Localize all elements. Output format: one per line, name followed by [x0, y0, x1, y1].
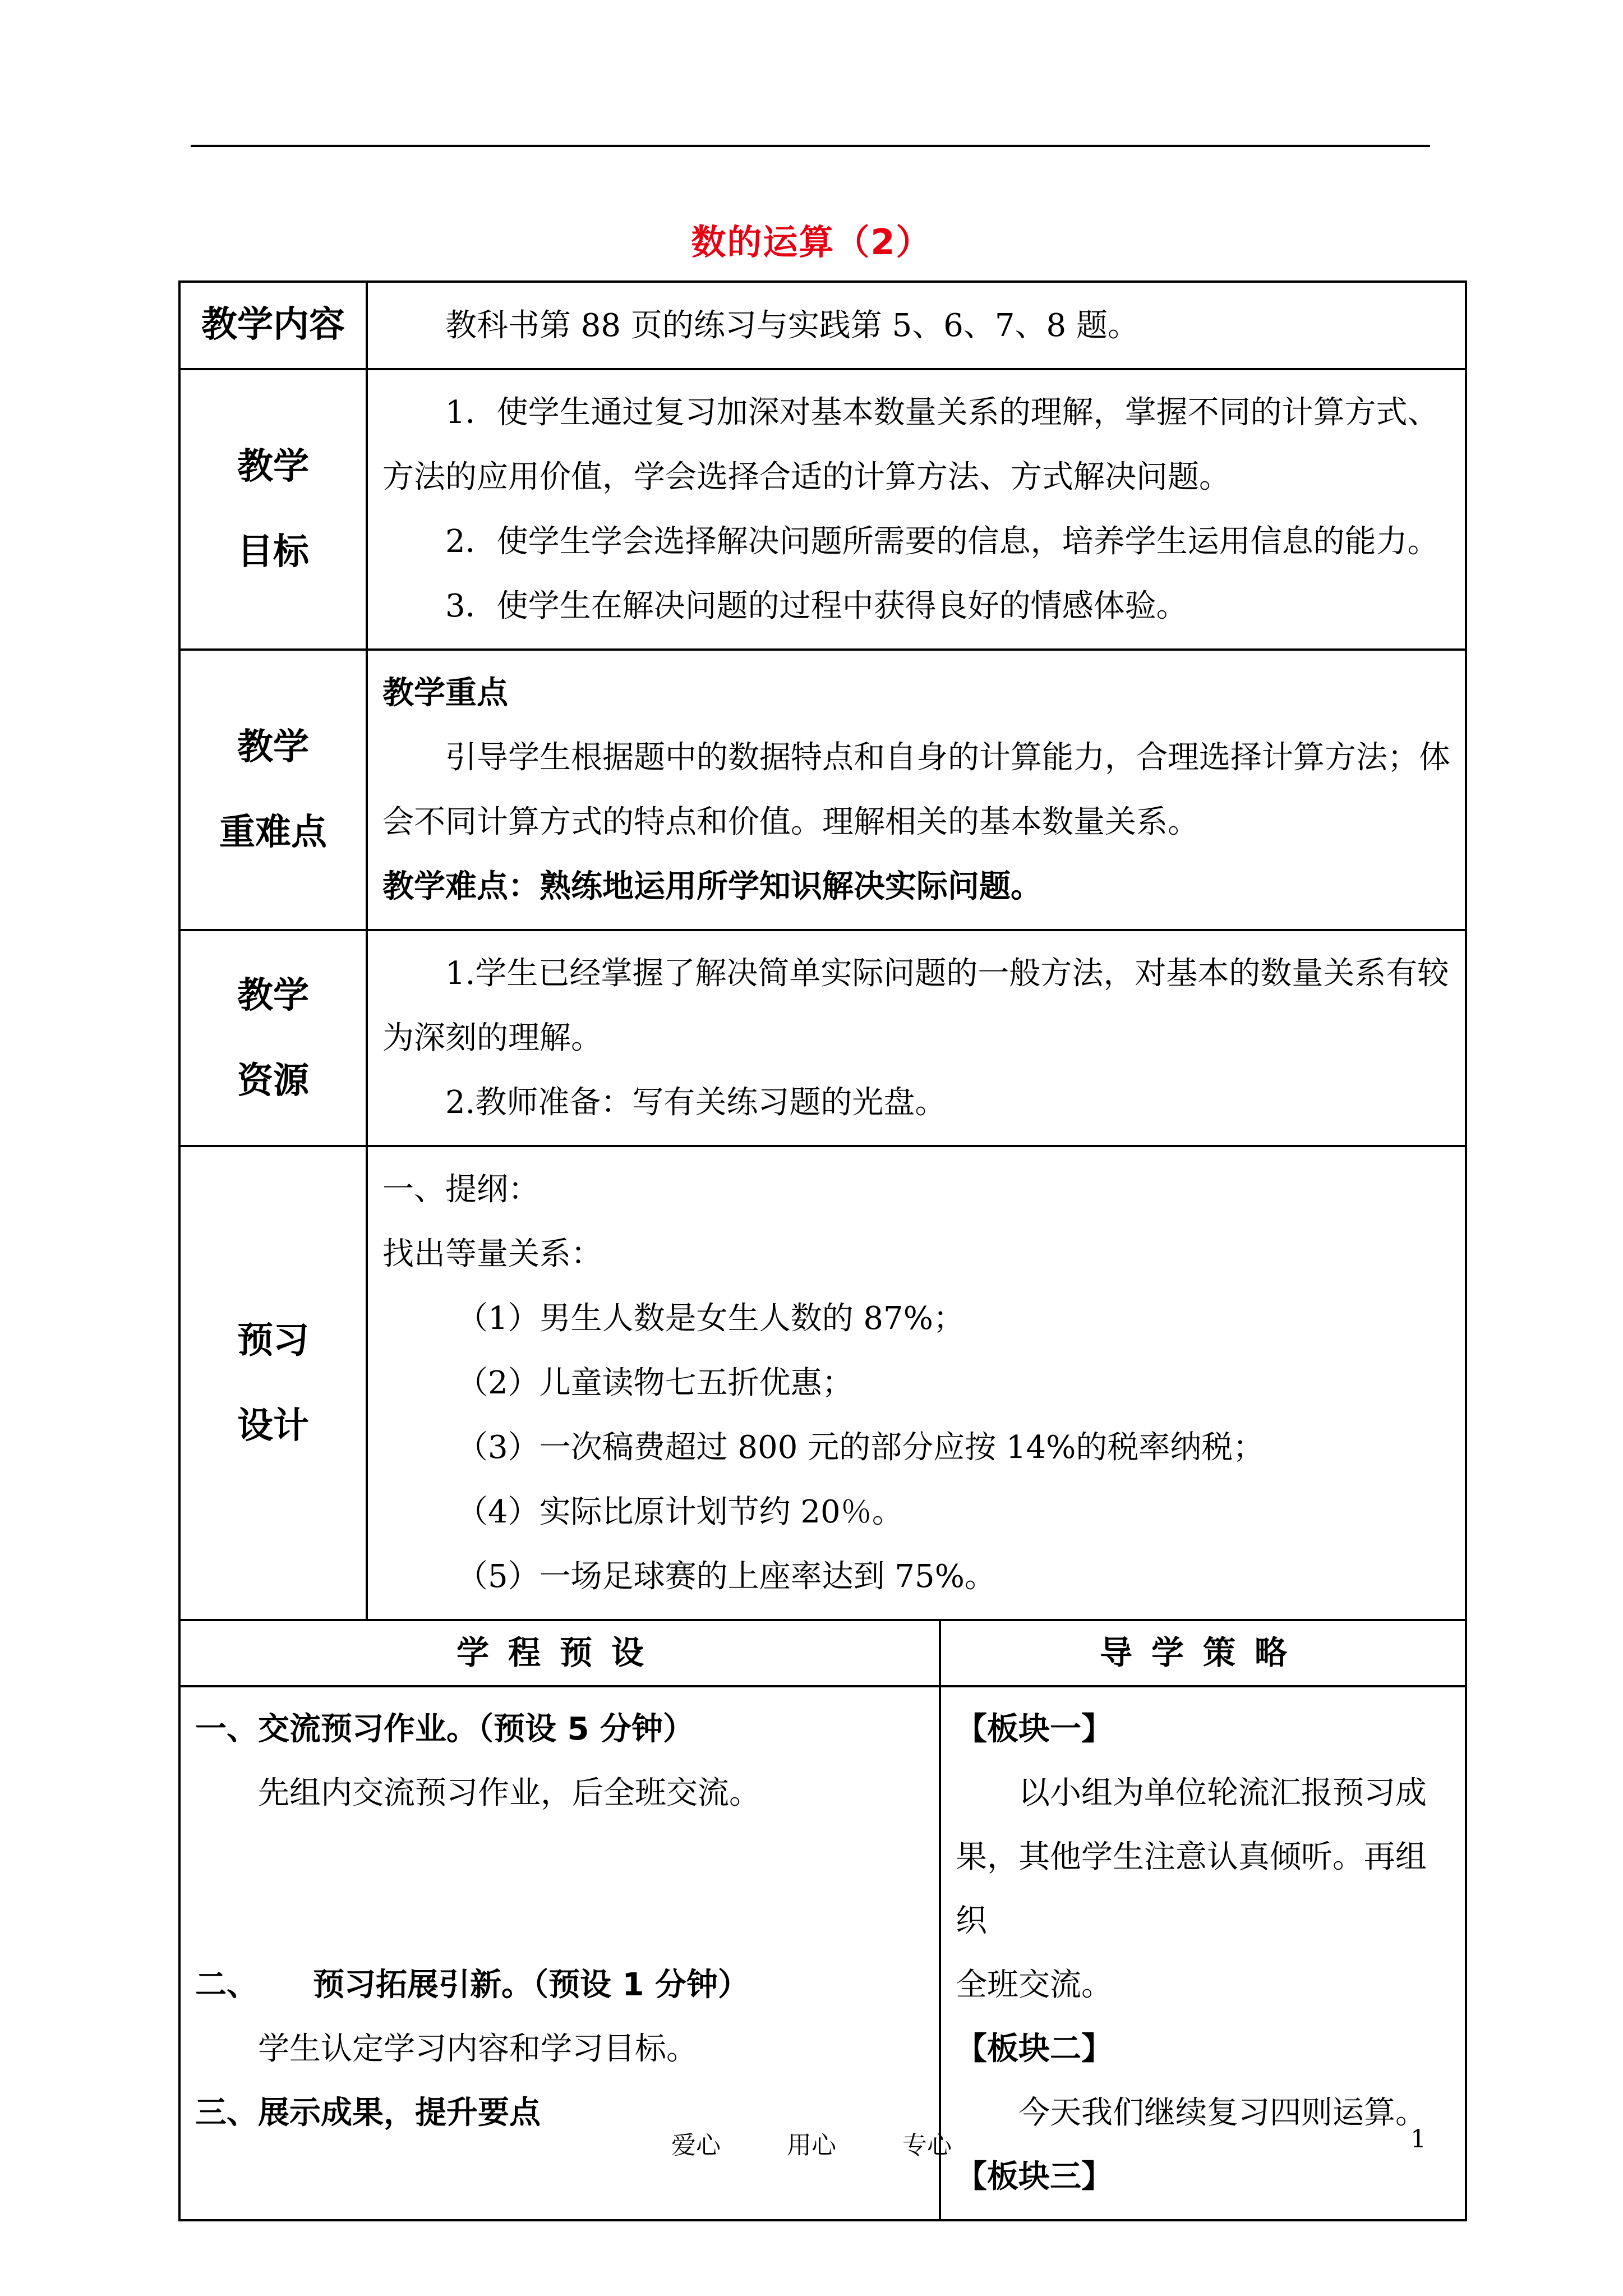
teaching-content-text: 教科书第 88 页的练习与实践第 5、6、7、8 题。: [445, 307, 1139, 344]
resource-item: 1.学生已经掌握了解决简单实际问题的一般方法，对基本的数量关系有较为深刻的理解。: [382, 955, 1449, 1056]
resources-cell: [367, 930, 1466, 1146]
difficulty-line: [382, 854, 1454, 919]
section-1-title: 一、交流预习作业。（预设 5 分钟）: [195, 1711, 694, 1747]
process-header-right: 导学策略: [940, 1620, 1466, 1686]
objectives-cell: [367, 369, 1466, 650]
preview-find: 找出等量关系：: [382, 1236, 602, 1272]
header-rule: [191, 145, 1430, 147]
row-objectives: [179, 369, 1466, 650]
row-teaching-content: [179, 282, 1466, 369]
page-footer: [0, 2125, 1623, 2161]
resource-item: 2.教师准备：写有关练习题的光盘。: [445, 1084, 947, 1121]
row-process-header: [179, 1620, 1466, 1686]
objective-item: 2．使学生学会选择解决问题所需要的信息，培养学生运用信息的能力。: [445, 523, 1439, 560]
row-preview: [179, 1146, 1466, 1620]
spacer: [195, 1889, 930, 1953]
section-2-number: 二、: [195, 1967, 258, 2003]
objective-item: 3．使学生在解决问题的过程中获得良好的情感体验。: [445, 588, 1188, 624]
row-key-points: [179, 650, 1466, 930]
label-teaching-content: 教学内容: [179, 282, 367, 369]
block-3-title: 【板块三】: [956, 2159, 1113, 2195]
page-number: 1: [1410, 2125, 1426, 2154]
preview-item: （5）一场足球赛的上座率达到 75%。: [457, 1558, 996, 1595]
section-2-title-line: [195, 1953, 930, 2017]
lesson-plan-table: [178, 280, 1467, 2221]
footer-love: 爱心: [671, 2131, 721, 2160]
block-1-title: 【板块一】: [956, 1711, 1113, 1747]
block-1-line-2: 果，其他学生注意认真倾听。再组织: [956, 1839, 1427, 1939]
process-header-left: 学程预设: [179, 1620, 940, 1686]
label-preview: 预习 设计: [179, 1146, 367, 1620]
section-1-text: 先组内交流预习作业，后全班交流。: [258, 1775, 760, 1811]
section-2-text: 学生认定学习内容和学习目标。: [258, 2031, 698, 2067]
preview-item: （1）男生人数是女生人数的 87%；: [457, 1300, 965, 1337]
block-2-title: 【板块二】: [956, 2031, 1113, 2067]
section-3-title: 三、展示成果，提升要点: [195, 2095, 541, 2131]
footer-focus: 专心: [902, 2131, 952, 2160]
block-1-line-3: 全班交流。: [956, 1967, 1113, 2003]
preview-cell: [367, 1146, 1466, 1620]
row-resources: [179, 930, 1466, 1146]
section-2-title: 预习拓展引新。（预设 1 分钟）: [313, 1967, 749, 2003]
block-2-text: 今天我们继续复习四则运算。: [1018, 2095, 1427, 2131]
key-points-text: 引导学生根据题中的数据特点和自身的计算能力，合理选择计算方法；体会不同计算方式的特点和价值。理解相关的基本数量关系。: [382, 739, 1450, 840]
teaching-content-cell: [367, 282, 1466, 369]
key-points-heading: 教学重点: [382, 675, 508, 711]
objective-item: 1．使学生通过复习加深对基本数量关系的理解，掌握不同的计算方式、方法的应用价值，学会选择合适的计算方法、方式解决问题。: [382, 394, 1439, 495]
spacer: [195, 1825, 930, 1889]
difficulty-text: 熟练地运用所学知识解决实际问题。: [540, 868, 1042, 905]
document-title: 数的运算（2）: [691, 222, 932, 263]
footer-diligence: 用心: [787, 2131, 836, 2160]
block-1-line-1: 以小组为单位轮流汇报预习成: [1018, 1775, 1427, 1811]
preview-item: （4）实际比原计划节约 20％。: [457, 1494, 903, 1530]
label-resources: 教学 资源: [179, 930, 367, 1146]
key-points-cell: [367, 650, 1466, 930]
preview-outline: 一、提纲：: [382, 1171, 540, 1208]
preview-item: （2）儿童读物七五折优惠；: [457, 1365, 854, 1401]
preview-item: （3）一次稿费超过 800 元的部分应按 14%的税率纳税；: [457, 1429, 1265, 1466]
difficulty-label: 教学难点：: [382, 868, 540, 905]
label-key-points: 教学 重难点: [179, 650, 367, 930]
label-objectives: 教学 目标: [179, 369, 367, 650]
